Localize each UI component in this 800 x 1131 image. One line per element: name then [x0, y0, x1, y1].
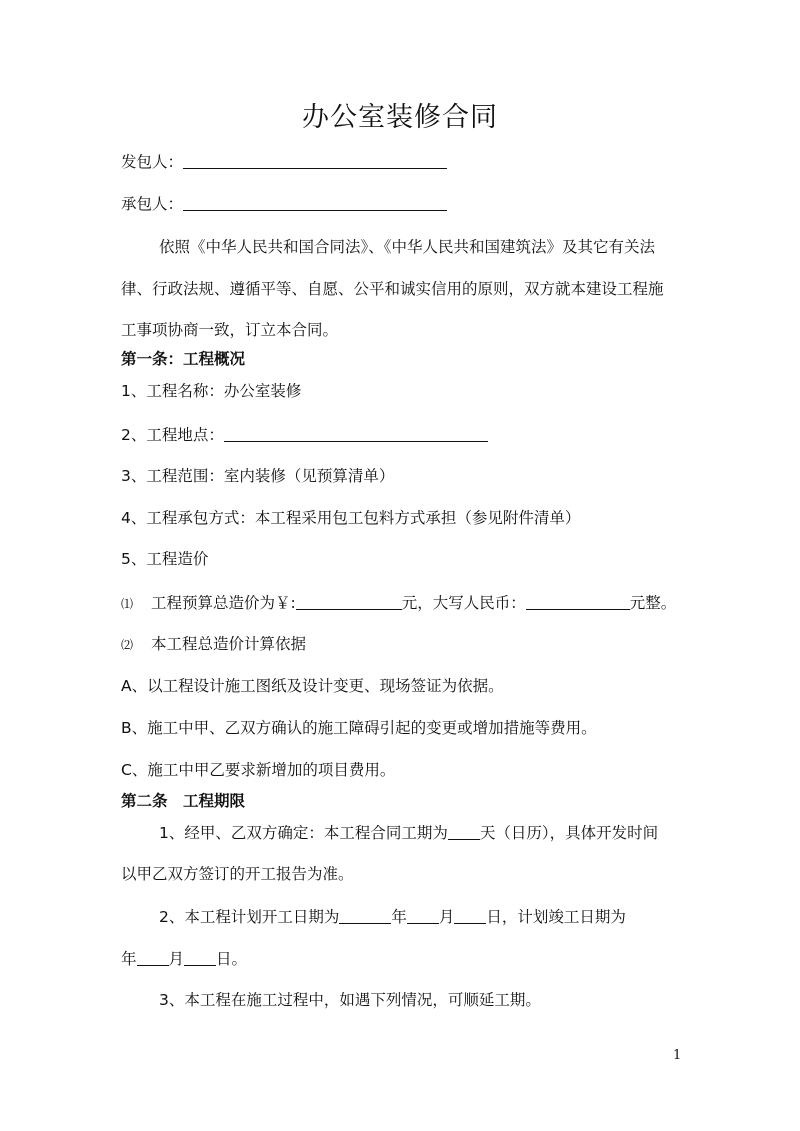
preamble-line-1: 依照《中华人民共和国合同法》、《中华人民共和国建筑法》及其它有关法: [159, 238, 656, 256]
budget-total-label: 工程预算总造价为￥:: [151, 594, 296, 612]
end-year-label: 年: [121, 950, 137, 968]
budget-amount-blank[interactable]: [296, 592, 402, 610]
employer-line: [121, 151, 447, 172]
start-day-label: 日，计划竣工日期为: [486, 908, 626, 926]
contractor-blank[interactable]: [183, 193, 447, 211]
extension-line: 3、本工程在施工过程中，如遇下列情况，可顺延工期。: [159, 991, 541, 1009]
project-scope-item: 3、工程范围：室内装修（见预算清单）: [121, 467, 395, 485]
end-day-label: 日。: [216, 950, 248, 968]
period-line-1: [159, 822, 658, 843]
preamble-line-3: 工事项协商一致，订立本合同。: [121, 321, 339, 339]
article1-heading: 第一条：工程概况: [121, 350, 246, 368]
start-day-blank[interactable]: [454, 906, 486, 924]
document-title: 办公室装修合同: [302, 102, 498, 133]
sub-item-marker-1: ⑴: [121, 597, 134, 611]
sub-item-marker-2: ⑵: [121, 638, 134, 652]
start-year-blank[interactable]: [339, 906, 391, 924]
end-day-blank[interactable]: [184, 948, 216, 966]
budget-total-line: [121, 592, 676, 614]
start-date-line: [159, 906, 626, 927]
start-year-label: 年: [391, 908, 407, 926]
basis-c: C、施工中甲乙要求新增加的项目费用。: [121, 761, 396, 779]
period-days-blank[interactable]: [448, 822, 480, 840]
basis-b: B、施工中甲、乙双方确认的施工障碍引起的变更或增加措施等费用。: [121, 719, 597, 737]
page-number: 1: [673, 1048, 682, 1063]
employer-label: 发包人：: [121, 153, 184, 171]
project-location-blank[interactable]: [224, 424, 488, 442]
budget-end: 元整。: [629, 594, 677, 612]
project-location-label: 2、工程地点：: [121, 426, 224, 444]
project-location-item: [121, 424, 488, 445]
project-name-item: 1、工程名称：办公室装修: [121, 382, 302, 400]
period-days-label: 天（日历），具体开发时间: [479, 824, 659, 842]
project-cost-item: 5、工程造价: [121, 550, 209, 568]
contract-method-item: 4、工程承包方式：本工程采用包工包料方式承担（参见附件清单）: [121, 509, 581, 527]
end-month-label: 月: [168, 950, 185, 968]
employer-blank[interactable]: [183, 151, 447, 169]
start-date-label: 2、本工程计划开工日期为: [159, 908, 340, 926]
period-label: 1、经甲、乙双方确定：本工程合同工期为: [159, 824, 448, 842]
cost-basis-line: [121, 634, 306, 655]
budget-capital-label: 元，大写人民币：: [401, 594, 526, 612]
end-date-line: [121, 948, 247, 969]
basis-a: A、以工程设计施工图纸及设计变更、现场签证为依据。: [121, 677, 504, 695]
cost-basis-label: 本工程总造价计算依据: [151, 635, 307, 653]
start-month-label: 月: [438, 908, 455, 926]
preamble-line-2: 律、行政法规、遵循平等、自愿、公平和诚实信用的原则，双方就本建设工程施: [121, 280, 664, 298]
end-month-blank[interactable]: [137, 948, 169, 966]
period-line-2: 以甲乙双方签订的开工报告为准。: [121, 865, 354, 883]
contractor-line: [121, 193, 447, 214]
start-month-blank[interactable]: [407, 906, 439, 924]
budget-capital-blank[interactable]: [526, 592, 630, 610]
contractor-label: 承包人：: [121, 195, 184, 213]
article2-heading: 第二条 工程期限: [121, 792, 246, 810]
